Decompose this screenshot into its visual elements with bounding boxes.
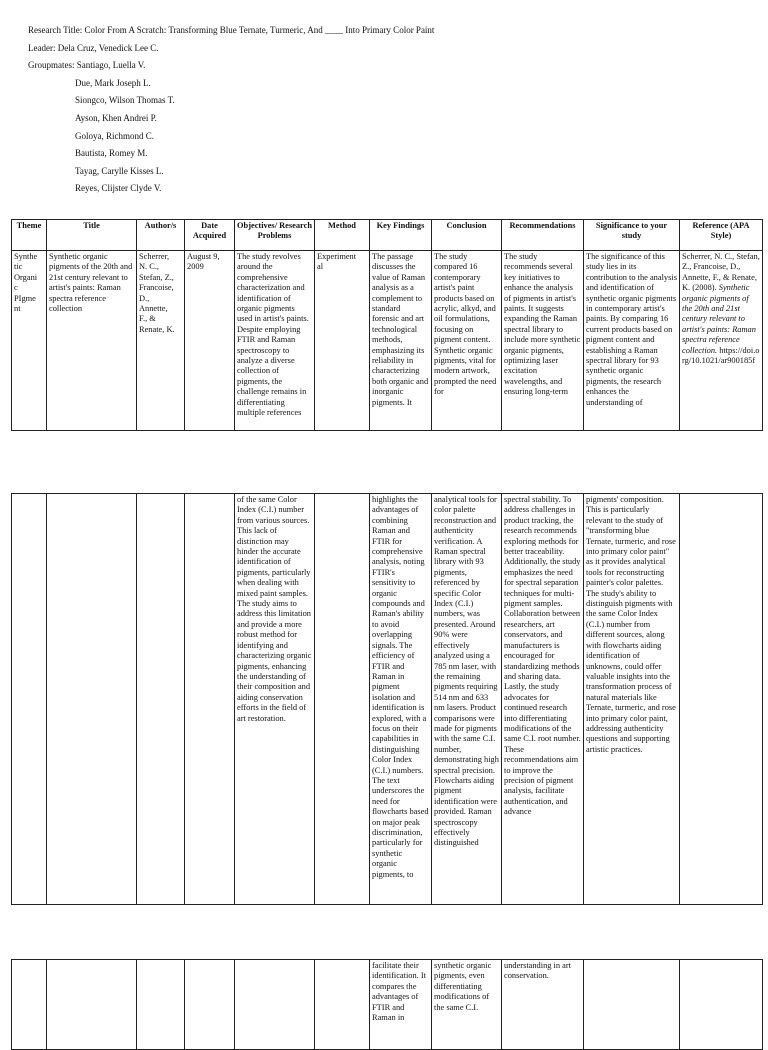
cell-conclusion: analytical tools for color palette reconstruction and authenticity verification. A Raman spectral library with 93 pigments, referenced by specific Color Index (C.I.) numbers, was presented. Around 90% were effectively analyzed using a 785 nm laser, with the remaining pigments requiring 514 nm and 633 nm lasers. Product comparisons were made for pigments with the same C.I. number, demonstrating high spectral precision. Flowcharts aiding pigment identification were provided. Raman spectroscopy effectively distinguished [432, 494, 502, 905]
table-header-row [12, 220, 763, 251]
cell-findings: highlights the advantages of combining Raman and FTIR for comprehensive analysis, noting FTIR's sensitivity to organic compounds and Raman's ability to avoid overlapping signals. The efficiency of FTIR and Raman in pigment isolation and identification is explored, with a focus on their capabilities in distinguishing Color Index (C.I.) numbers. The text underscores the need for flowcharts based on major peak discrimination, particularly for synthetic organic pigments, to [370, 494, 432, 905]
table-row [12, 494, 763, 905]
cell-title [47, 494, 137, 905]
cell-findings: facilitate their identification. It compares the advantages of FTIR and Raman in [370, 960, 432, 1050]
cell-method [315, 960, 370, 1050]
cell-method: Experiment al [315, 251, 370, 431]
cell-reference [680, 960, 763, 1050]
groupmate: Reyes, Clijster Clyde V. [75, 183, 162, 194]
header-reference: Reference (APA Style) [680, 220, 763, 251]
header-method: Method [315, 220, 370, 251]
cell-theme [12, 960, 47, 1050]
groupmate: Goloya, Richmond C. [75, 130, 154, 141]
cell-objectives [235, 960, 315, 1050]
groupmate: Tayag, Carylle Kisses L. [75, 165, 164, 176]
cell-theme [12, 494, 47, 905]
cell-objectives: of the same Color Index (C.I.) number from various sources. This lack of distinction may hinder the accurate identification of pigments, particularly when dealing with mixed paint samples. The study aims to address this limitation and provide a more robust method for identifying and characterizing organic pigments, enhancing the understanding of their composition and aiding conservation efforts in the field of art restoration. [235, 494, 315, 905]
groupmate: Ayson, Khen Andrei P. [75, 112, 157, 123]
groupmate: Bautista, Romey M. [75, 148, 148, 159]
cell-date [185, 494, 235, 905]
review-table [11, 219, 763, 431]
groupmate: Siongco, Wilson Thomas T. [75, 95, 175, 106]
cell-significance: The significance of this study lies in its contribution to the analysis and identification of synthetic organic pigments in contemporary artist's paints. By comparing 16 current products based on pigment content and establishing a Raman spectral library for 93 synthetic organic pigments, the research enhances the understanding of [584, 251, 680, 431]
cell-significance [584, 960, 680, 1050]
leader: Leader: Dela Cruz, Venedick Lee C. [28, 42, 159, 53]
table-row [12, 251, 763, 431]
table-row [12, 960, 763, 1050]
review-table-page-2 [11, 493, 762, 905]
review-table-page-1 [11, 219, 762, 431]
cell-title [47, 960, 137, 1050]
cell-date: August 9, 2009 [185, 251, 235, 431]
document-header [28, 22, 434, 198]
review-table-page-3 [11, 959, 762, 1050]
review-table-continued [11, 959, 763, 1050]
cell-objectives: The study revolves around the comprehensive characterization and identification of organic pigments used in artist's paints. Despite employing FTIR and Raman spectroscopy to analyze a diverse collection of pigments, the challenge remains in differentiating multiple references [235, 251, 315, 431]
reference-doi: https://doi.org/10.1021/ar900185f [682, 345, 760, 366]
header-date: Date Acquired [185, 220, 235, 251]
cell-authors: Scherrer, N. C., Stefan, Z., Francoise, D., Annette, F., & Renate, K. [137, 251, 185, 431]
cell-recommendations: The study recommends several key initiatives to enhance the analysis of pigments in artist's paints. It suggests expanding the Raman spectral library to include more synthetic organic pigments, optimizing laser excitation wavelengths, and ensuring long-term [502, 251, 584, 431]
cell-method [315, 494, 370, 905]
header-significance: Significance to your study [584, 220, 680, 251]
header-objectives: Objectives/ Research Problems [235, 220, 315, 251]
header-findings: Key Findings [370, 220, 432, 251]
cell-recommendations: understanding in art conservation. [502, 960, 584, 1050]
header-recommendations: Recommendations [502, 220, 584, 251]
cell-conclusion: synthetic organic pigments, even differentiating modifications of the same C.I. [432, 960, 502, 1050]
cell-reference [680, 251, 763, 431]
research-title: Research Title: Color From A Scratch: Transforming Blue Ternate, Turmeric, And ____ Into Primary Color Paint [28, 25, 435, 35]
cell-conclusion: The study compared 16 contemporary artist's paint products based on acrylic, alkyd, and oil formulations, focusing on pigment content. Synthetic organic pigments, vital for modern artwork, prompted the need for [432, 251, 502, 431]
cell-recommendations: spectral stability. To address challenges in product tracking, the research recommends exploring methods for better traceability. Additionally, the study emphasizes the need for spectral separation techniques for multi-pigment samples. Collaboration between researchers, art conservators, and manufacturers is encouraged for standardizing methods and sharing data. Lastly, the study advocates for continued research into differentiating modifications of the same C.I. root number. These recommendations aim to improve the precision of pigment analysis, facilitate authentication, and advance [502, 494, 584, 905]
header-authors: Author/s [137, 220, 185, 251]
cell-findings: The passage discusses the value of Raman analysis as a complement to standard forensic and art technological methods, emphasizing its reliability in characterizing both organic and inorganic pigments. It [370, 251, 432, 431]
cell-reference [680, 494, 763, 905]
cell-significance: pigments' composition. This is particularly relevant to the study of "transforming blue Ternate, turmeric, and rose into primary color paint" as it provides analytical tools for reconstructing painter's color palettes. The study's ability to distinguish pigments with the same Color Index (C.I.) number from different sources, along with flowcharts aiding identification of unknowns, could offer valuable insights into the transformation process of natural materials like Ternate, turmeric, and rose into primary color paint, addressing authenticity questions and supporting artistic practices. [584, 494, 680, 905]
cell-theme: Synthe tic Organi c PIgme nt [12, 251, 47, 431]
cell-title: Synthetic organic pigments of the 20th and 21st century relevant to artist's paints: Raman spectra reference collection [47, 251, 137, 431]
cell-date [185, 960, 235, 1050]
review-table-continued [11, 493, 763, 905]
groupmate: Due, Mark Joseph L. [75, 77, 151, 88]
cell-authors [137, 494, 185, 905]
groupmates-label: Groupmates: Santiago, Luella V. [28, 60, 146, 71]
header-conclusion: Conclusion [432, 220, 502, 251]
cell-authors [137, 960, 185, 1050]
reference-title: Synthetic organic pigments of the 20th and 21st century relevant to artist's paints: Raman spectra reference collection. [682, 283, 756, 355]
header-theme: Theme [12, 220, 47, 251]
header-title: Title [47, 220, 137, 251]
reference-authors: Scherrer, N. C., Stefan, Z., Francoise, D., Annette, F., & Renate, K. (2008). [682, 252, 760, 293]
